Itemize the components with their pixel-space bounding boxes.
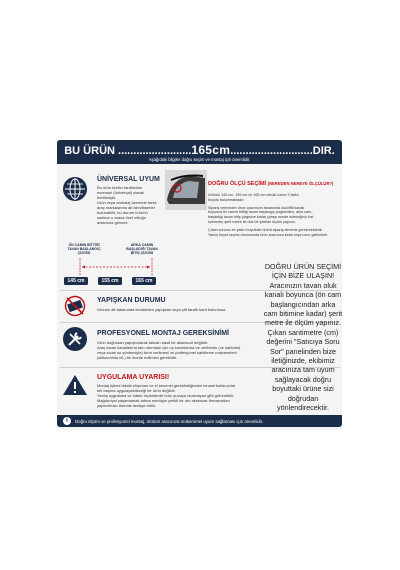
rear-label-line: ARKA CAMIN bbox=[130, 243, 154, 247]
warning-line: yaptırılması önemle tavsiye edilir. bbox=[97, 403, 156, 408]
mounting-line: Araç tavan kanallarına tam oturması için uç kısımlarına ve veriberek (ve kablolar) bbox=[97, 345, 241, 350]
measure-title-main: DOĞRU ÖLÇÜ SEÇİMİ bbox=[208, 181, 267, 187]
tools-icon bbox=[62, 326, 88, 352]
warning-line: Mağduriyet yaşamamak adına montajın yetkili bir oto aksesuar firmasından bbox=[97, 398, 230, 403]
warning-line: Montaj işlemi teknik ekipman ve el becerisi gerektirdiğinden birosel kullanıcılar bbox=[97, 383, 236, 388]
mounting-line: veya sıcak su yöntemiyle) form verilmesi ve profesyonel sabitleme malzemeleri bbox=[97, 350, 237, 355]
universal-line: Ürün veya ambalaj üzerinde farklı bbox=[97, 200, 157, 205]
front-label-line: TAVAN BAŞLANGIÇ bbox=[67, 247, 101, 252]
warning-title: UYGULAMA UYARISI! bbox=[97, 374, 170, 381]
info-icon: i bbox=[63, 417, 71, 425]
size-tag-145: 145 cm bbox=[64, 277, 88, 285]
measure-line: Yanlış boyut seçimi durumunda ürün aracınıza kesa veya uzun gelecektir. bbox=[208, 232, 329, 237]
warning-line: tek başına uygulayabileceği bir ürün değildir. bbox=[97, 388, 176, 393]
measure-line: Sipariş vermeden önce aracınızın tavanında oluk/fitil kanalı bbox=[208, 205, 305, 210]
footer-bar bbox=[57, 415, 342, 427]
banner-prefix: BU ÜRÜN ........................ bbox=[64, 145, 192, 157]
measure-title-suffix: (NEREDEN NEREYE ÖLÇÜLÜR?) bbox=[267, 181, 334, 186]
measure-text bbox=[208, 193, 340, 237]
measure-line: boyunca ön camın bittiği tavan başlangıç çizgisinden, arka cam- bbox=[208, 210, 313, 215]
top-banner bbox=[57, 140, 342, 164]
measure-line: Ürünün 145 cm, 155 cm ve 165 cm olmak üzere 3 farklı bbox=[208, 193, 299, 197]
warning-line: Yanlış uygulama ve hatalı ölçümlerde ürün yuvaya oturmayan gibi görünebilir. bbox=[97, 393, 235, 398]
measure-arrow-diagram bbox=[60, 256, 170, 278]
warning-icon bbox=[62, 373, 88, 397]
measure-line: Çıkan sonuca en yakın boyuttaki ürünü sipariş etmeniz gerekmektedir. bbox=[208, 227, 323, 232]
universal-line: anlamına gelmez. bbox=[97, 220, 129, 225]
universal-line: Bu ürün üretici tarafından bbox=[97, 185, 142, 190]
car-roof-image bbox=[165, 170, 207, 210]
universal-line: sadece o araca özel olduğu bbox=[97, 215, 146, 220]
universal-line: araç markalarına ait isim/ibareler bbox=[97, 205, 156, 210]
universal-title: ÜNİVERSAL UYUM bbox=[97, 176, 160, 183]
banner-size: 165cm bbox=[191, 143, 231, 157]
measure-line: başladığı tavan bitiş çizgisine kadar (çıtayı monte edeceğiniz hat bbox=[208, 215, 314, 220]
front-label-line: ÇİZGİSİ bbox=[77, 251, 91, 256]
measure-line: üzerinde) şerit metre ile düz bir şekilde ölçüm yapınız. bbox=[208, 219, 296, 224]
mounting-line: (silikon/vida vb.) ile monte edilmesi gereklidir. bbox=[97, 355, 178, 360]
mounting-line: Ürün doğrudan yapıştırılarak takılan basit bir aksesuar değildir. bbox=[97, 340, 208, 345]
size-tag-155: 155 cm bbox=[98, 277, 122, 285]
universal-text bbox=[97, 185, 162, 225]
rear-line-label bbox=[120, 243, 164, 256]
front-line-label bbox=[62, 243, 106, 256]
footer-text: Doğru ölçüm ve profesyonel montaj, ürünün aracınıza mükemmel uyum sağlaması için önemlidir. bbox=[75, 418, 264, 424]
mounting-title: PROFESYONEL MONTAJ GEREKSİNİMİ bbox=[97, 330, 229, 337]
globe-icon bbox=[62, 176, 88, 202]
measure-title bbox=[208, 181, 333, 187]
universal-line: üretilmiştir. bbox=[97, 195, 117, 200]
measure-line: boyutu bulunmaktadır. bbox=[208, 197, 245, 202]
contact-overlay-text: DOĞRU ÜRÜN SEÇİMİ İÇİN BİZE ULAŞIN! Aracınızın tavan oluk kanalı boyunca (ön cam başlangıcından arka cam bitimine kadar) şerit metre ile ölçüm yapınız. Çıkan santimetre (cm) değerini "Satıcıya Soru Sor" panelinden bize iletiğinizde, ekibimiz aracınıza tam uyum sağlayacak doğru boyuttaki ürüne sizi doğrudan yönlendirecektir. bbox=[263, 262, 343, 413]
banner-title bbox=[57, 143, 342, 157]
rear-label-line: BİTİŞ ÇİZGİSİ bbox=[130, 251, 154, 256]
universal-line: bulunabilir, bu durum ürünün bbox=[97, 210, 148, 215]
rear-label-line: BAŞLADIĞI TAVAN bbox=[126, 247, 158, 252]
banner-subtitle: Aşağıdaki bilgiler doğru seçim ve montaj için önemlidir. bbox=[148, 157, 251, 162]
banner-suffix: ...........................DIR. bbox=[230, 145, 335, 157]
universal-line: evrensel (üniversal) olarak bbox=[97, 190, 144, 195]
no-adhesive-icon bbox=[64, 295, 86, 317]
front-label-line: ÖN CAMIN BİTTİĞİ bbox=[68, 243, 100, 247]
adhesive-text: Ürünün alt tabanında kendinden yapışkan veya çift taraflı bant bulunmaz. bbox=[97, 307, 227, 312]
size-tag-165: 165 cm bbox=[132, 277, 156, 285]
adhesive-title: YAPIŞKAN DURUMU bbox=[97, 297, 166, 304]
